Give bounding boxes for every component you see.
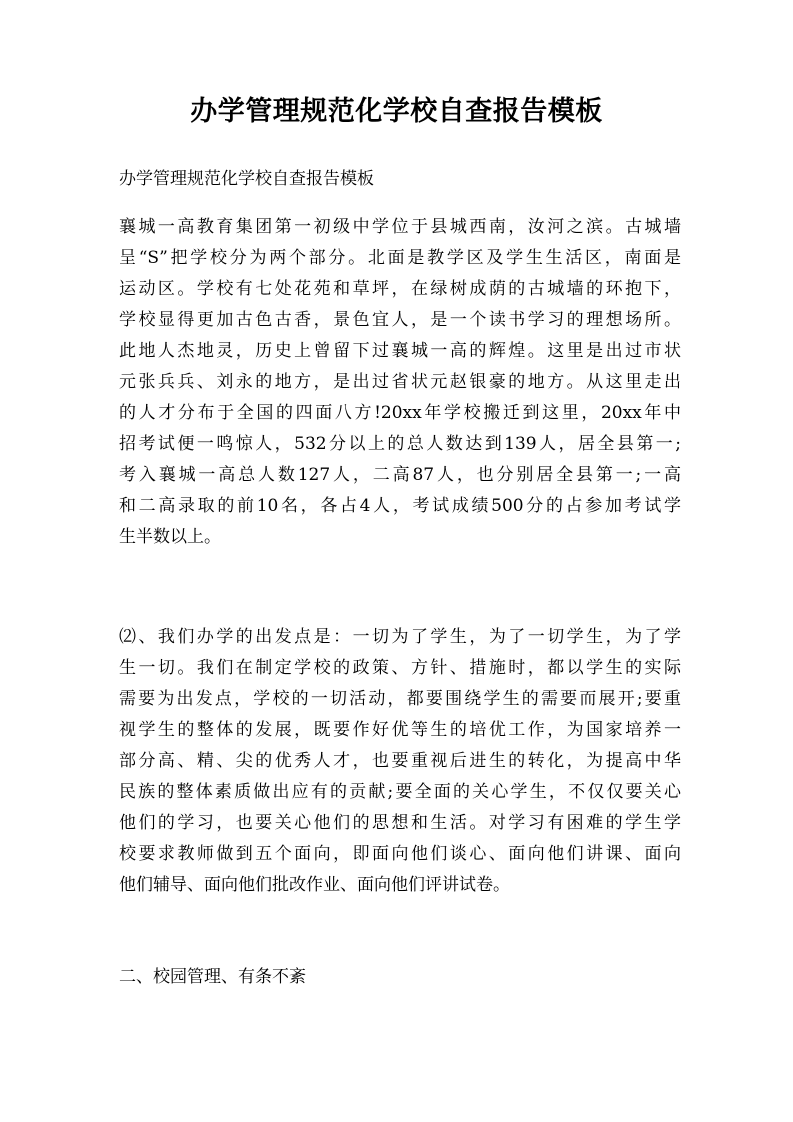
paragraph-line: 他们辅导、面向他们批改作业、面向他们评讲试卷。 <box>119 875 510 895</box>
paragraph-line: 襄城一高教育集团第一初级中学位于县城西南，汝河之滨。古城墙 <box>119 217 681 237</box>
section-heading: 二、校园管理、有条不紊 <box>119 967 306 987</box>
paragraph-school-philosophy <box>119 622 681 901</box>
paragraph-line: 视学生的整体的发展，既要作好优等生的培优工作，为国家培养一 <box>119 720 681 740</box>
paragraph-line: 民族的整体素质做出应有的贡献;要全面的关心学生，不仅仅要关心 <box>119 782 681 802</box>
paragraph-line: 元张兵兵、刘永的地方，是出过省状元赵银豪的地方。从这里走出 <box>119 372 681 392</box>
paragraph-line: 此地人杰地灵，历史上曾留下过襄城一高的辉煌。这里是出过市状 <box>119 341 681 361</box>
paragraph-line: 校要求教师做到五个面向，即面向他们谈心、面向他们讲课、面向 <box>119 844 681 864</box>
paragraph-line: 他们的学习，也要关心他们的思想和生活。对学习有困难的学生学 <box>119 813 681 833</box>
paragraph-line: 的人才分布于全国的四面八方!20xx年学校搬迁到这里，20xx年中 <box>119 403 681 423</box>
paragraph-line: 考入襄城一高总人数127人，二高87人，也分别居全县第一;一高 <box>119 465 681 485</box>
paragraph-line: 生一切。我们在制定学校的政策、方针、措施时，都以学生的实际 <box>119 658 681 678</box>
document-subtitle: 办学管理规范化学校自查报告模板 <box>119 169 374 189</box>
paragraph-line: ⑵、我们办学的出发点是：一切为了学生，为了一切学生，为了学 <box>119 627 681 647</box>
paragraph-line: 部分高、精、尖的优秀人才，也要重视后进生的转化，为提高中华 <box>119 751 681 771</box>
paragraph-line: 需要为出发点，学校的一切活动，都要围绕学生的需要而展开;要重 <box>119 689 681 709</box>
paragraph-line: 招考试便一鸣惊人，532分以上的总人数达到139人，居全县第一; <box>119 434 681 454</box>
document-title: 办学管理规范化学校自查报告模板 <box>190 96 603 127</box>
paragraph-line: 呈“S”把学校分为两个部分。北面是教学区及学生生活区，南面是 <box>119 248 681 268</box>
paragraph-line: 学校显得更加古色古香，景色宜人，是一个读书学习的理想场所。 <box>119 310 681 330</box>
paragraph-line: 生半数以上。 <box>119 527 221 547</box>
paragraph-school-intro <box>119 212 681 553</box>
paragraph-line: 和二高录取的前10名，各占4人，考试成绩500分的占参加考试学 <box>119 496 681 516</box>
paragraph-line: 运动区。学校有七处花苑和草坪，在绿树成荫的古城墙的环抱下， <box>119 279 681 299</box>
